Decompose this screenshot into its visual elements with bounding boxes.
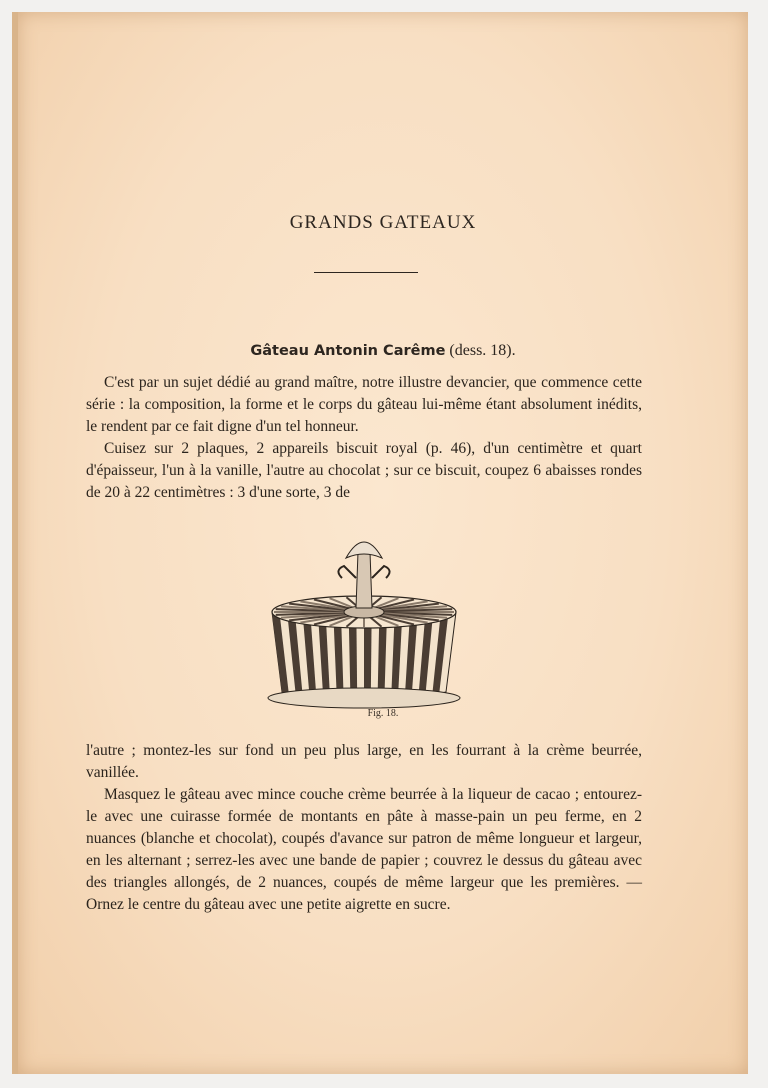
- cake-illustration: [264, 532, 464, 712]
- recipe-heading: [18, 342, 748, 360]
- paragraph: l'autre ; montez-les sur fond un peu plus large, en les fourrant à la crème beurrée, vanillée.: [86, 742, 642, 781]
- paragraph: Cuisez sur 2 plaques, 2 appareils biscuit royal (p. 46), d'un centimètre et quart d'épaisseur, l'un à la vanille, l'autre au chocolat ; sur ce biscuit, coupez 6 abaisses rondes de 20 à 22 centimètres : 3 d'une sorte, 3 de: [86, 440, 642, 501]
- recipe-name: Gâteau Antonin Carême: [250, 343, 446, 359]
- paragraph: Masquez le gâteau avec mince couche crème beurrée à la liqueur de cacao ; entourez-le avec une cuirasse formée de montants en pâte à masse-pain un peu ferme, en 2 nuances (blanche et chocolat), coupés d'avance sur patron de même longueur et largeur, en les alternant ; serrez-les avec une bande de papier ; couvrez le dessus du gâteau avec des triangles allongés, de 2 nuances, coupés de même largeur que les premières. — Ornez le centre du gâteau avec une petite aigrette en sucre.: [86, 786, 642, 913]
- text-block-top: [86, 372, 642, 504]
- paragraph: C'est par un sujet dédié au grand maître, notre illustre devancier, que commence cette série : la composition, la forme et le corps du gâteau lui-même étant absolument inédits, le rendent par ce fait digne d'un tel honneur.: [86, 374, 642, 435]
- aigrette-stem: [356, 552, 372, 608]
- page-title: GRANDS GATEAUX: [289, 212, 477, 233]
- title-rule: [314, 272, 418, 273]
- text-block-bottom: [86, 740, 642, 916]
- book-page: [12, 12, 748, 1074]
- figure-caption: Fig. 18.: [367, 708, 399, 719]
- recipe-ref: (dess. 18).: [449, 342, 516, 359]
